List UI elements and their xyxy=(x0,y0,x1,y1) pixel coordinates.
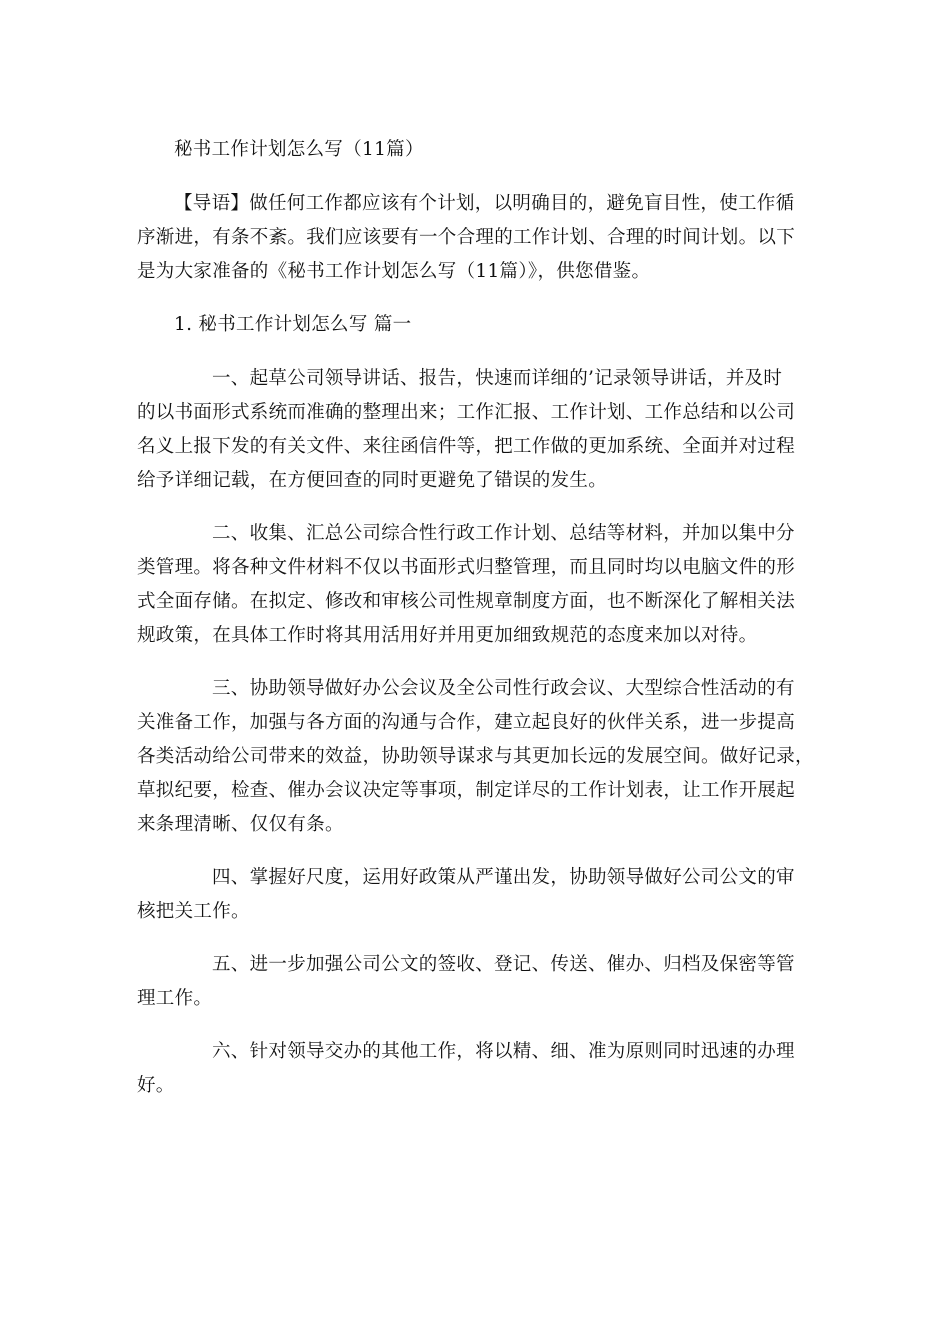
paragraph-line: 来条理清晰、仅仅有条。 xyxy=(137,814,344,835)
paragraph-line: 一、起草公司领导讲话、报告，快速而详细的’记录领导讲话，并及时 xyxy=(212,368,783,389)
paragraph-line: 给予详细记载，在方便回查的同时更避免了错误的发生。 xyxy=(137,470,608,491)
intro-line: 【导语】做任何工作都应该有个计划，以明确目的，避免盲目性，使工作循 xyxy=(174,193,795,214)
paragraph-line: 三、协助领导做好办公会议及全公司性行政会议、大型综合性活动的有 xyxy=(212,678,795,699)
paragraph-line: 类管理。将各种文件材料不仅以书面形式归整管理，而且同时均以电脑文件的形 xyxy=(137,557,796,578)
paragraph-line: 四、掌握好尺度，运用好政策从严谨出发，协助领导做好公司公文的审 xyxy=(212,867,795,888)
paragraph-line: 六、针对领导交办的其他工作，将以精、细、准为原则同时迅速的办理 xyxy=(212,1041,795,1062)
document-title: 秘书工作计划怎么写（11篇） xyxy=(174,139,424,160)
paragraph-line: 理工作。 xyxy=(137,988,213,1009)
paragraph-line: 草拟纪要，检查、催办会议决定等事项，制定详尽的工作计划表，让工作开展起 xyxy=(137,780,796,801)
paragraph-line: 的以书面形式系统而准确的整理出来；工作汇报、工作计划、工作总结和以公司 xyxy=(137,402,796,423)
paragraph-line: 关准备工作，加强与各方面的沟通与合作，建立起良好的伙伴关系，进一步提高 xyxy=(137,712,796,733)
paragraph-line: 二、收集、汇总公司综合性行政工作计划、总结等材料，并加以集中分 xyxy=(212,523,795,544)
intro-line: 序渐进，有条不紊。我们应该要有一个合理的工作计划、合理的时间计划。以下 xyxy=(137,227,796,248)
intro-line: 是为大家准备的《秘书工作计划怎么写（11篇）》，供您借鉴。 xyxy=(137,261,651,282)
paragraph-line: 各类活动给公司带来的效益，协助领导谋求与其更加长远的发展空间。做好记录， xyxy=(137,746,814,767)
paragraph-line: 好。 xyxy=(137,1075,175,1096)
paragraph-line: 五、进一步加强公司公文的签收、登记、传送、催办、归档及保密等管 xyxy=(212,954,795,975)
section-heading: 1. 秘书工作计划怎么写 篇一 xyxy=(174,314,412,335)
paragraph-line: 规政策，在具体工作时将其用活用好并用更加细致规范的态度来加以对待。 xyxy=(137,625,758,646)
paragraph-line: 名义上报下发的有关文件、来往函信件等，把工作做的更加系统、全面并对过程 xyxy=(137,436,796,457)
paragraph-line: 核把关工作。 xyxy=(137,901,250,922)
paragraph-line: 式全面存储。在拟定、修改和审核公司性规章制度方面，也不断深化了解相关法 xyxy=(137,591,796,612)
